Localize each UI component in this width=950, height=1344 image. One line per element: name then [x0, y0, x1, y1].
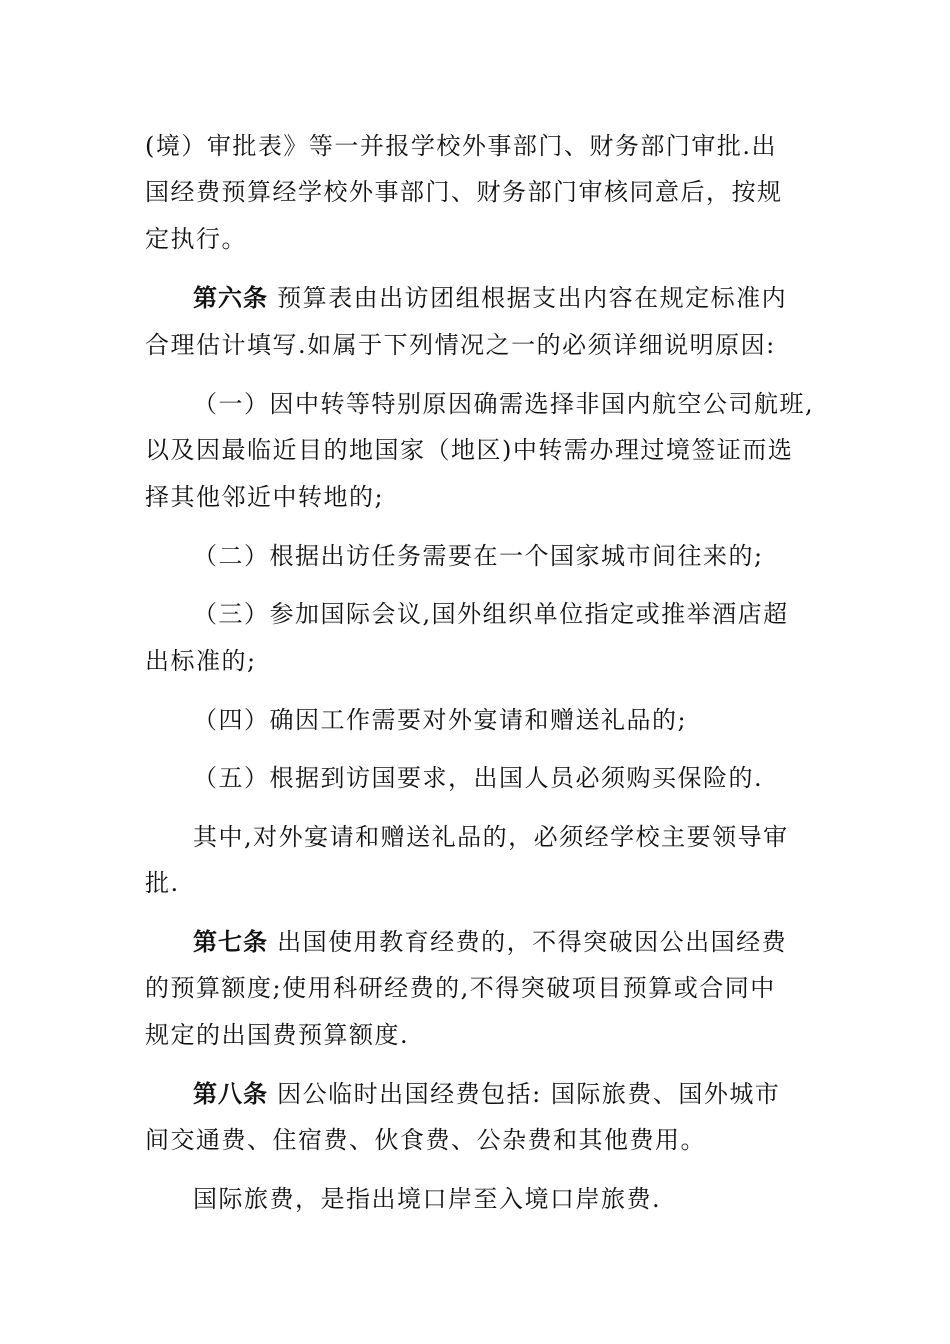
- article-6-paragraph: [193, 283, 787, 313]
- list-item: （二）根据出访任务需要在一个国家城市间往来的;: [193, 542, 764, 570]
- text-line: 以及因最临近目的地国家（地区)中转需办理过境签证而选: [145, 436, 794, 464]
- text-line: 择其他邻近中转地的;: [145, 483, 385, 511]
- text-line: 出国使用教育经费的，不得突破因公出国经费: [268, 928, 788, 956]
- list-item: （五）根据到访国要求，出国人员必须购买保险的.: [193, 764, 764, 792]
- article-8-paragraph: [193, 1079, 780, 1109]
- paragraph-line: 国际旅费，是指出境口岸至入境口岸旅费.: [193, 1185, 662, 1213]
- text-line: 定执行。: [145, 225, 247, 253]
- text-line: 规定的出国费预算额度.: [145, 1021, 410, 1049]
- text-line: (境）审批表》等一并报学校外事部门、财务部门审批.出: [145, 132, 777, 160]
- text-line: 的预算额度;使用科研经费的,不得突破项目预算或合同中: [145, 974, 776, 1002]
- article-7-paragraph: [193, 927, 787, 957]
- text-line: 预算表由出访团组根据支出内容在规定标准内: [268, 284, 788, 312]
- article-heading: 第七条: [193, 927, 268, 956]
- article-heading: 第八条: [193, 1079, 268, 1108]
- text-line: 国经费预算经学校外事部门、财务部门审核同意后，按规: [145, 178, 783, 206]
- text-line: 因公临时出国经费包括: 国际旅费、国外城市: [268, 1080, 781, 1108]
- paragraph-line: 其中,对外宴请和赠送礼品的，必须经学校主要领导审: [193, 823, 789, 851]
- list-item: （四）确因工作需要对外宴请和赠送礼品的;: [193, 706, 688, 734]
- text-line: 出标准的;: [145, 647, 257, 675]
- text-line: 间交通费、住宿费、伙食费、公杂费和其他费用。: [145, 1126, 706, 1154]
- article-heading: 第六条: [193, 283, 268, 312]
- text-line: 合理估计填写.如属于下列情况之一的必须详细说明原因:: [145, 331, 776, 359]
- text-line: 批.: [145, 869, 180, 897]
- list-item: （一）因中转等特别原因确需选择非国内航空公司航班,: [193, 390, 815, 418]
- list-item: （三）参加国际会议,国外组织单位指定或推举酒店超: [193, 600, 789, 628]
